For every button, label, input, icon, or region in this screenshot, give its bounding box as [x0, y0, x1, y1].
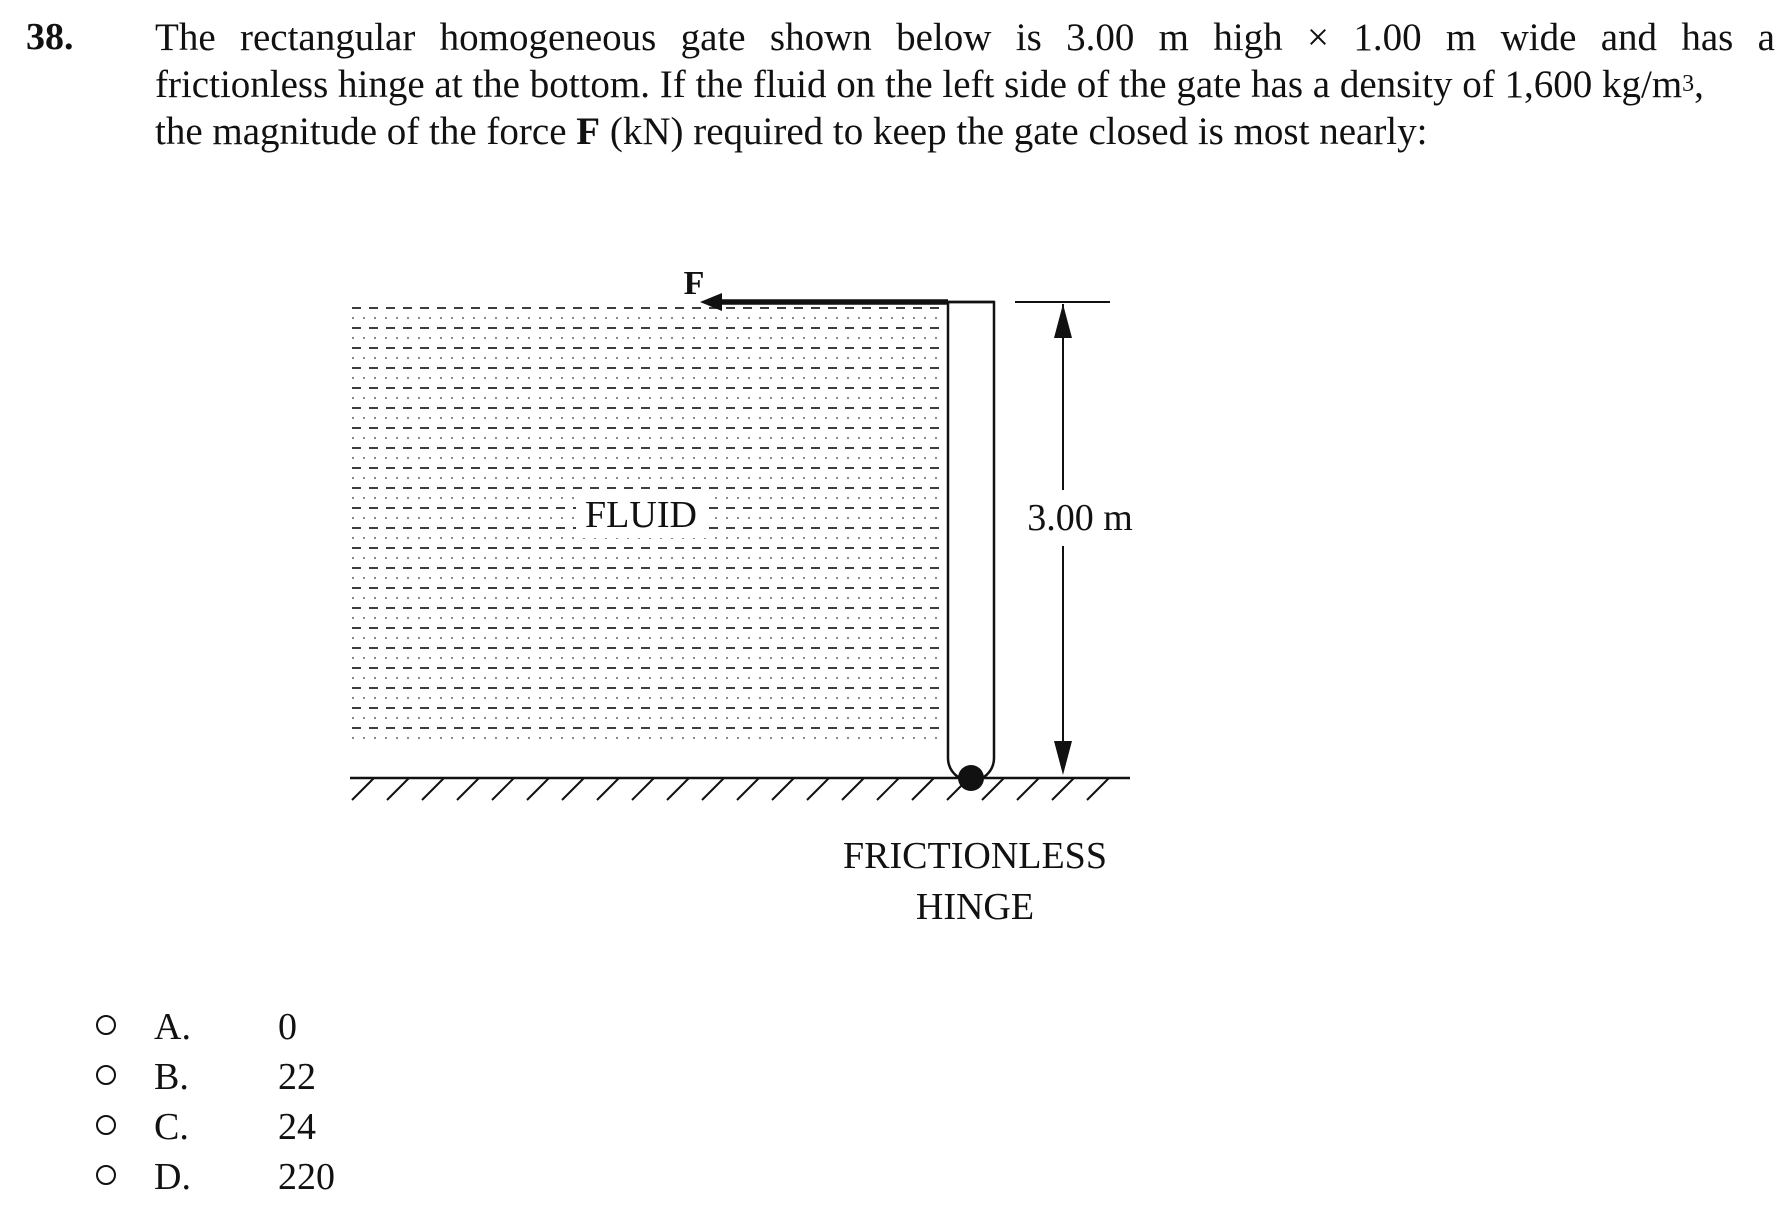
choice-letter: A. [154, 1006, 191, 1048]
choice-c[interactable] [90, 1102, 410, 1152]
dimension-label: 3.00 m [1027, 497, 1133, 539]
choice-letter: D. [154, 1156, 191, 1198]
choice-a[interactable] [90, 1002, 410, 1052]
question-line-3-end: (kN) required to keep the gate closed is most nearly: [600, 110, 1428, 153]
ground [350, 778, 1130, 800]
radio-d[interactable] [96, 1165, 116, 1185]
question-line-2-text: frictionless hinge at the bottom. If the fluid on the left side of the gate has a density of 1,600 kg/m [155, 63, 1683, 106]
choice-value: 22 [278, 1056, 316, 1098]
ground-hatch [352, 778, 1109, 800]
question-line-3-text: the magnitude of the force [155, 110, 577, 153]
hinge-label-line-1: FRICTIONLESS [843, 835, 1107, 877]
question-number: 38. [26, 16, 74, 58]
gate [948, 302, 994, 781]
choice-d[interactable] [90, 1152, 410, 1202]
question-line-1: The rectangular homogeneous gate shown below is 3.00 m high × 1.00 m wide and has a [155, 16, 1775, 59]
force-symbol: F [576, 110, 601, 153]
density-exponent: 3 [1682, 71, 1695, 97]
force-arrow [700, 293, 948, 311]
radio-a[interactable] [96, 1015, 116, 1035]
hinge-pin [958, 765, 984, 791]
choice-b[interactable] [90, 1052, 410, 1102]
radio-c[interactable] [96, 1115, 116, 1135]
force-label: F [683, 265, 705, 302]
hinge-label-line-2: HINGE [915, 886, 1035, 928]
choice-letter: B. [154, 1056, 189, 1098]
fluid-label: FLUID [585, 494, 697, 536]
answer-choices [90, 1002, 410, 1202]
choice-value: 24 [278, 1106, 316, 1148]
choice-value: 220 [278, 1156, 335, 1198]
radio-b[interactable] [96, 1065, 116, 1085]
question-line-2-end: , [1694, 63, 1704, 106]
choice-letter: C. [154, 1106, 189, 1148]
choice-value: 0 [278, 1006, 297, 1048]
